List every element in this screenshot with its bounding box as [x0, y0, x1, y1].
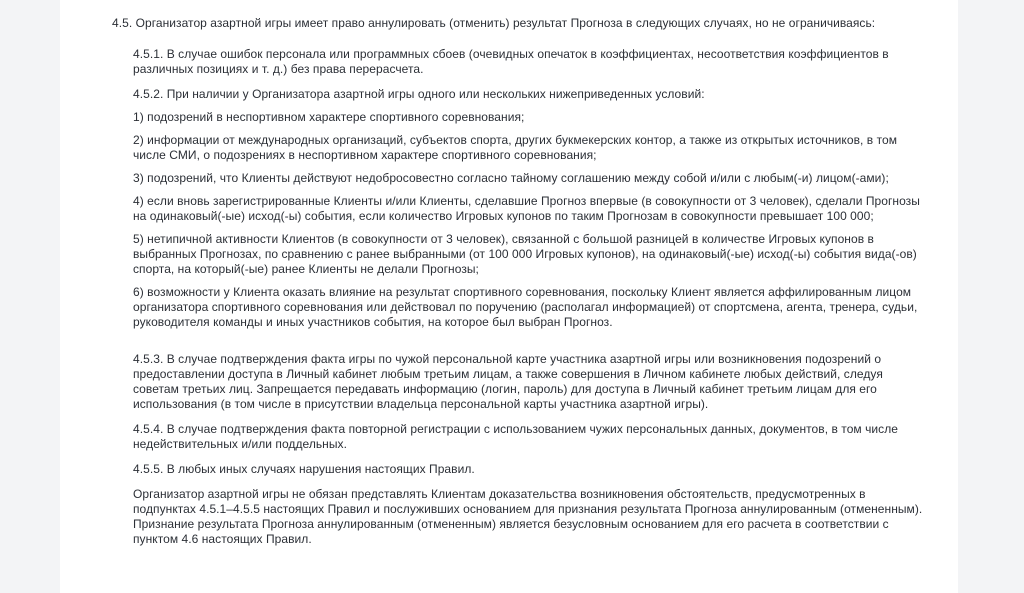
closing-paragraph: Организатор азартной игры не обязан представлять Клиентам доказательства возникновения обстоятельств, предусмотренных в подпунктах 4.5.1–4.5.5 настоящих Правил и послуживших основанием для признания результата Прогноза аннулированным (отмененным). Признание результата Прогноза аннулированным (отмененным) является безусловным основанием для его расчета в соответствии с пунктом 4.6 настоящих Правил.: [133, 487, 923, 546]
condition-item: 5) нетипичной активности Клиентов (в совокупности от 3 человек), связанной с большой разницей в количестве Игровых купонов в выбранных Прогнозах, по сравнению с ранее выбранными (от 100 000 Игровых купонов), на одинаковый(-ые) исход(-ы) события вида(-ов) спорта, на который(-ые) ранее Клиенты не делали Прогнозы;: [133, 232, 917, 276]
rules-section: [112, 16, 924, 557]
clause-4-5-5: 4.5.5. В любых иных случаях нарушения настоящих Правил.: [133, 462, 475, 476]
condition-item: 3) подозрений, что Клиенты действуют недобросовестно согласно тайному соглашению между собой и/или с любым(-и) лицом(-ами);: [133, 171, 889, 185]
clause-4-5-2: 4.5.2. При наличии у Организатора азартной игры одного или нескольких нижеприведенных условий:: [133, 87, 705, 101]
section-heading: 4.5. Организатор азартной игры имеет право аннулировать (отменить) результат Прогноза в следующих случаях, но не ограничиваясь:: [112, 16, 876, 30]
clause-4-5-1: 4.5.1. В случае ошибок персонала или программных сбоев (очевидных опечаток в коэффициентах, несоответствия коэффициентов в различных позициях и т. д.) без права перерасчета.: [133, 47, 889, 76]
condition-item: 4) если вновь зарегистрированные Клиенты и/или Клиенты, сделавшие Прогноз впервые (в совокупности от 3 человек), сделали Прогнозы на одинаковый(-ые) исход(-ы) события, если количество Игровых купонов по таким Прогнозам в совокупности превышает 100 000;: [133, 194, 920, 223]
condition-item: 2) информации от международных организаций, субъектов спорта, других букмекерских контор, а также из открытых источников, в том числе СМИ, о подозрениях в неспортивном характере спортивного соревнования;: [133, 133, 898, 162]
condition-item: 6) возможности у Клиента оказать влияние на результат спортивного соревнования, поскольку Клиент является аффилированным лицом организатора спортивного соревнования или действовал по поручению (располагал информацией) от спортсмена, агента, тренера, судьи, руководителя команды и иных участников события, на которое был выбран Прогноз.: [133, 285, 918, 329]
condition-item: 1) подозрений в неспортивном характере спортивного соревнования;: [133, 110, 525, 124]
clause-4-5-4: 4.5.4. В случае подтверждения факта повторной регистрации с использованием чужих персональных данных, документов, в том числе недействительных и/или поддельных.: [133, 422, 898, 451]
document-page: [60, 0, 958, 593]
clause-4-5-3: 4.5.3. В случае подтверждения факта игры по чужой персональной карте участника азартной игры или возникновения подозрений о предоставлении доступа в Личный кабинет любым третьим лицам, а также совершения в Личном кабинете любых действий, следуя советам третьих лиц. Запрещается передавать информацию (логин, пароль) для доступа в Личный кабинет третьим лицам для его использования (в том числе в присутствии владельца персональной карты участника азартной игры).: [133, 352, 883, 411]
